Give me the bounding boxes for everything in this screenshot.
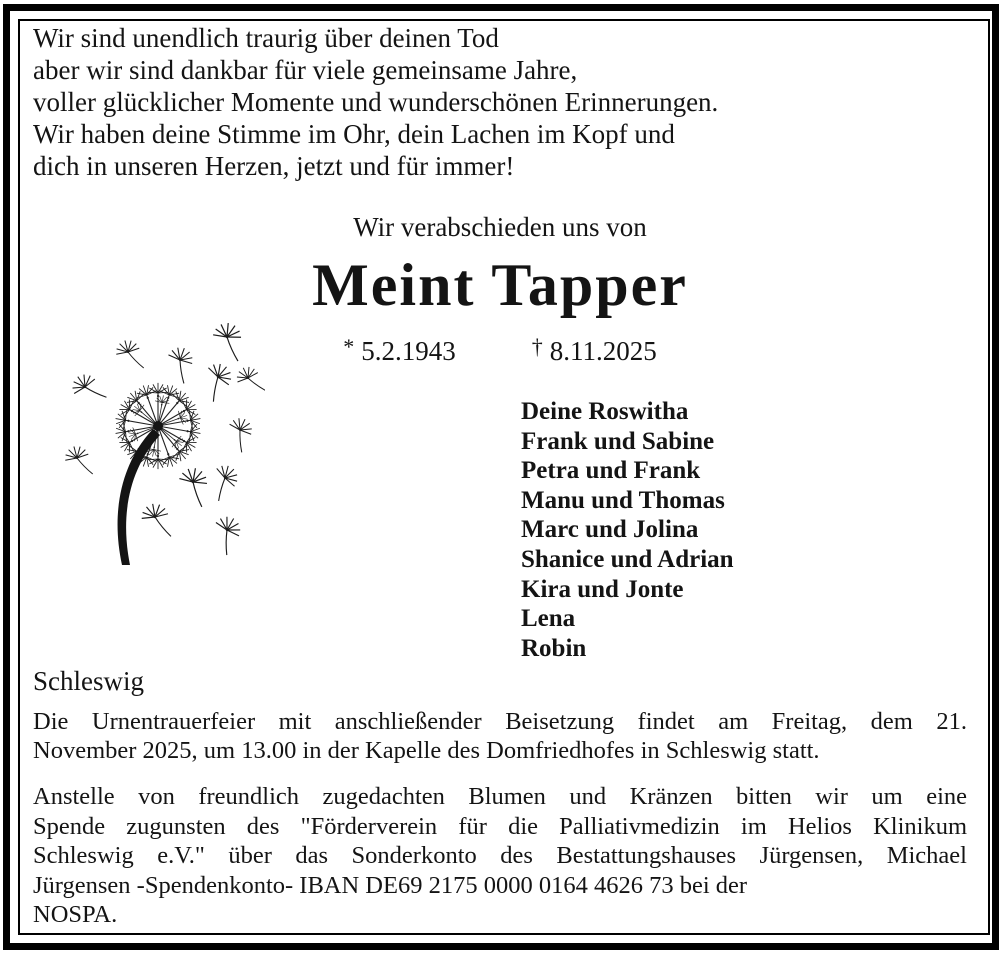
donation-info: [33, 782, 967, 930]
mourners-list: [521, 397, 734, 663]
service-line: Die Urnentrauerfeier mit anschließender Beisetzung findet am Freitag, dem 21.: [33, 708, 967, 735]
dandelion-illustration: [50, 318, 265, 578]
intro-line: Wir haben deine Stimme im Ohr, dein Lachen im Kopf und: [33, 119, 675, 149]
intro-line: dich in unseren Herzen, jetzt und für immer!: [33, 151, 515, 181]
mourner-name: Deine Roswitha: [521, 398, 689, 425]
mourner-name: Kira und Jonte: [521, 575, 684, 603]
intro-line: Wir sind unendlich traurig über deinen Tod: [33, 23, 499, 53]
mourner-name: Manu und Thomas: [521, 486, 725, 514]
mourner-name: Marc und Jolina: [521, 516, 699, 544]
death-date: [532, 336, 657, 367]
donation-line: Jürgensen -Spendenkonto- IBAN DE69 2175 0000 0164 4626 73 bei der: [33, 871, 748, 899]
donation-line: Anstelle von freundlich zugedachten Blumen und Kränzen bitten wir um eine: [33, 783, 967, 810]
service-info: [33, 707, 967, 765]
birth-date: [343, 336, 456, 367]
intro-line: aber wir sind dankbar für viele gemeinsame Jahre,: [33, 55, 578, 85]
intro-line: voller glücklicher Momente und wunderschönen Erinnerungen.: [33, 87, 719, 117]
mourner-name: Robin: [521, 634, 587, 662]
died-cross-symbol: †: [531, 334, 543, 359]
intro-text: [33, 22, 718, 182]
death-date-value: 8.11.2025: [549, 336, 657, 366]
donation-line: Spende zugunsten des "Förderverein für die Palliativmedizin im Helios Klinikum: [33, 812, 967, 840]
donation-line: NOSPA.: [33, 901, 118, 928]
mourner-name: Petra und Frank: [521, 457, 701, 485]
donation-line: Schleswig e.V." über das Sonderkonto des Bestattungshauses Jürgensen, Michael: [33, 842, 967, 869]
mourner-name: Shanice und Adrian: [521, 545, 734, 573]
mourner-name: Frank und Sabine: [521, 427, 715, 455]
mourner-name: Lena: [521, 605, 576, 633]
service-line: November 2025, um 13.00 in der Kapelle des Domfriedhofes in Schleswig statt.: [33, 737, 820, 764]
birth-date-value: 5.2.1943: [361, 336, 456, 366]
born-star-symbol: *: [343, 334, 355, 359]
deceased-name: Meint Tapper: [312, 252, 688, 318]
city-label: Schleswig: [33, 666, 144, 696]
farewell-text: Wir verabschieden uns von: [353, 212, 647, 242]
